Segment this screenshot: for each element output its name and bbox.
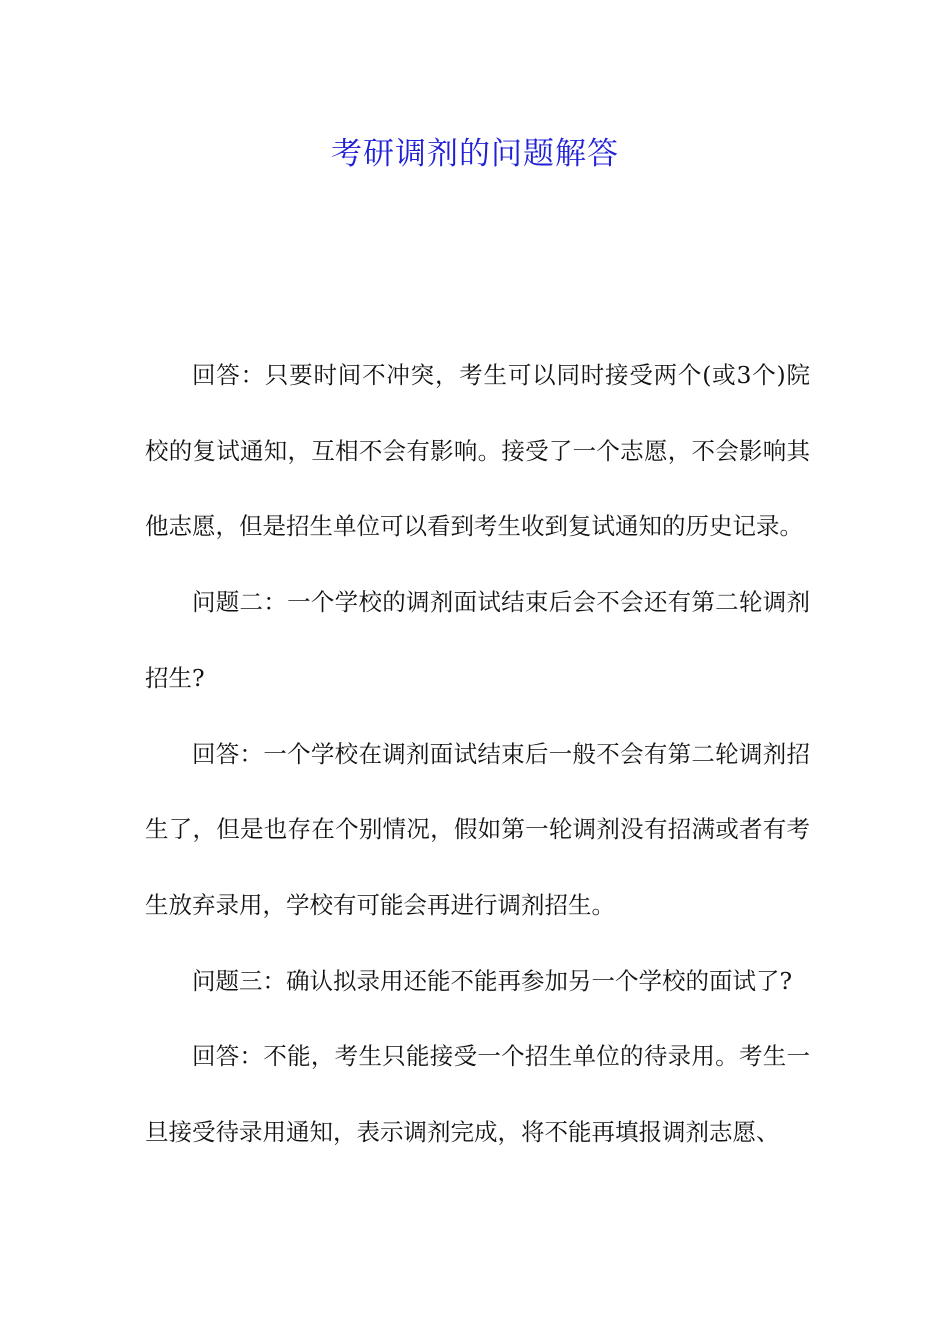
document-body bbox=[145, 338, 810, 1171]
paragraph-answer-1: 回答：只要时间不冲突，考生可以同时接受两个(或3个)院校的复试通知，互相不会有影响。接受了一个志愿，不会影响其他志愿，但是招生单位可以看到考生收到复试通知的历史记录。 bbox=[145, 361, 810, 541]
paragraph-question-2: 问题二：一个学校的调剂面试结束后会不会还有第二轮调剂招生? bbox=[145, 588, 810, 692]
document-title: 考研调剂的问题解答 bbox=[331, 136, 619, 172]
paragraph-answer-3: 回答：不能，考生只能接受一个招生单位的待录用。考生一旦接受待录用通知，表示调剂完成，将不能再填报调剂志愿、 bbox=[145, 1042, 810, 1147]
paragraph-answer-2: 回答：一个学校在调剂面试结束后一般不会有第二轮调剂招生了，但是也存在个别情况，假如第一轮调剂没有招满或者有考生放弃录用，学校有可能会再进行调剂招生。 bbox=[145, 739, 810, 919]
paragraph-question-3: 问题三：确认拟录用还能不能再参加另一个学校的面试了? bbox=[192, 966, 793, 995]
